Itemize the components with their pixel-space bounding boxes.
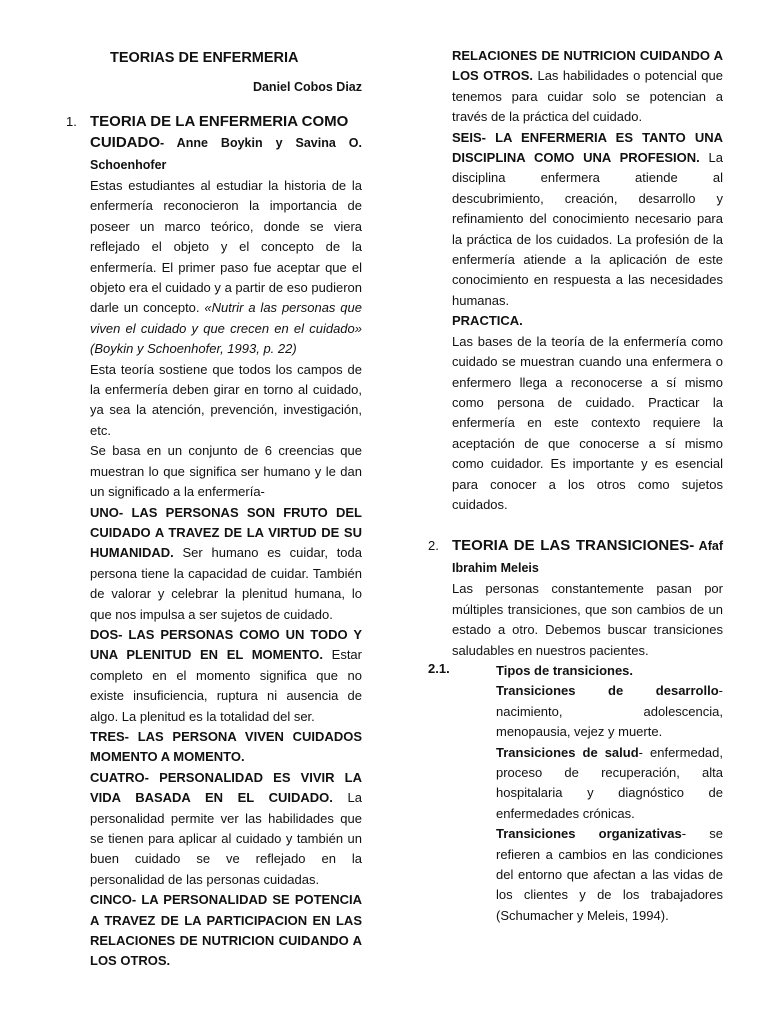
belief-3-head: TRES- LAS PERSONA VIVEN CUIDADOS MOMENTO A MOMENTO. bbox=[90, 728, 362, 765]
section-1-quote: «Nutrir a las personas que viven el cuidado y que crecen en el cuidado» (Boykin y Schoenhofer, 1993, p. 22) bbox=[90, 300, 362, 357]
document-author: Daniel Cobos Diaz bbox=[252, 80, 362, 94]
belief-1-text: Ser humano es cuidar, toda persona tiene la capacidad de cuidar. También de valorar y celebrar la plenitud humana, lo que nos impulsa a ser sujetos de cuidado. bbox=[90, 545, 362, 622]
belief-5-text: Las habilidades o potencial que tenemos para cuidar solo se potencian a través de la práctica del cuidado. bbox=[452, 68, 723, 125]
belief-6-text: La disciplina enfermera atiende al descubrimiento, creación, desarrollo y refinamiento del conocimiento necesario para la práctica de los cuidados. La profesión de la enfermería atiende a la aplicación de este conocimiento en respuesta a las necesidades humanas. bbox=[452, 150, 724, 308]
belief-2-head: DOS- LAS PERSONAS COMO UN TODO Y UNA PLENITUD EN EL MOMENTO. bbox=[90, 626, 362, 663]
practice-text: Las bases de la teoría de la enfermería como cuidado se muestran cuando una enfermera o enfermero llega a reconocerse a sí mismo como persona de cuidado. Practicar la enfermería en este contexto requiere la aceptación de que conocerse a sí mismo como cuidador. Es importante y es esencial para conocer a los otros como sujetos cuidados. bbox=[452, 333, 723, 512]
section-1-authors: - Anne Boykin y Savina O. Schoenhofer bbox=[90, 136, 362, 172]
practice-heading: PRACTICA. bbox=[452, 313, 523, 329]
section-1-number: 1. bbox=[66, 114, 77, 129]
section-1-title-line2: CUIDADO bbox=[90, 134, 160, 151]
document-title: TEORIAS DE ENFERMERIA bbox=[110, 50, 299, 66]
transition-type-health: Transiciones de salud- enfermedad, proceso de recuperación, alta hospitalaria y diagnóstico de enfermedades crónicas. bbox=[496, 744, 724, 821]
belief-1 bbox=[90, 503, 362, 625]
left-column bbox=[66, 111, 362, 969]
belief-2 bbox=[90, 625, 362, 727]
section-1-paragraph bbox=[90, 176, 362, 360]
transition-type-development: Transiciones de desarrollo- nacimiento, adolescencia, menopausia, vejez y muerte. bbox=[496, 683, 723, 740]
section-1-title-line1: TEORIA DE LA ENFERMERIA COMO bbox=[90, 113, 349, 130]
belief-5 bbox=[90, 890, 362, 969]
transition-type-organizational: Transiciones organizativas- se refieren a cambios en las condiciones del entorno que afectan a las vidas de los clientes y de los trabajadores (Schumacher y Meleis, 1994). bbox=[496, 826, 723, 923]
belief-5-head: CINCO- LA PERSONALIDAD SE POTENCIA A TRAVEZ DE LA PARTICIPACION EN LAS RELACIONES DE NUTRICION CUIDANDO A LOS OTROS. bbox=[90, 892, 362, 969]
belief-3 bbox=[90, 727, 362, 768]
belief-1-head: UNO- LAS PERSONAS SON FRUTO DEL CUIDADO A TRAVEZ DE LA VIRTUD DE SU HUMANIDAD. bbox=[90, 504, 362, 561]
section-2-authors: Afaf Ibrahim Meleis bbox=[452, 539, 723, 576]
section-1-para1: Estas estudiantes al estudiar la historia de la enfermería reconocieron la importancia de poseer un marco teórico, donde se viera reflejado el objeto y el concepto de la enfermería. El primer paso fue aceptar que el objeto era el cuidado y a partir de eso pudieron darle un concepto. bbox=[90, 178, 362, 316]
transition-types-list bbox=[452, 681, 723, 926]
section-2-number: 2. bbox=[428, 538, 439, 554]
belief-6 bbox=[452, 128, 723, 312]
belief-6-head: SEIS- LA ENFERMERIA ES TANTO UNA DISCIPLINA COMO UNA PROFESION. bbox=[452, 129, 723, 166]
belief-5-continued: RELACIONES DE NUTRICION CUIDANDO A LOS OTROS. Las habilidades o potencial que tenemos para cuidar solo se potencian a través de la práctica del cuidado. bbox=[452, 48, 723, 125]
belief-4-text: La personalidad permite ver las habilidades que se tienen para aplicar al cuidado y también un buen cuidado se ve reflejado en la personalidad de las personas cuidadas. bbox=[90, 790, 362, 887]
right-column bbox=[428, 46, 724, 926]
belief-4-head: CUATRO- PERSONALIDAD ES VIVIR LA VIDA BASADA EN EL CUIDADO. bbox=[90, 769, 362, 806]
subsection-2-1-number: 2.1. bbox=[428, 660, 450, 676]
section-2-heading bbox=[428, 535, 723, 579]
section-1-para3: Se basa en un conjunto de 6 creencias que muestran lo que significa ser humano y le dan un significado a la enfermería- bbox=[90, 443, 362, 500]
belief-4 bbox=[90, 768, 362, 890]
section-2-para1: Las personas constantemente pasan por múltiples transiciones, que son cambios de un estado a otro. Debemos buscar transiciones saludables en nuestros pacientes. bbox=[452, 581, 723, 658]
subsection-2-1-heading bbox=[428, 660, 723, 681]
section-1-para2: Esta teoría sostiene que todos los campos de la enfermería deben girar en torno al cuidado, ya sea la atención, prevención, investigación, etc. bbox=[90, 361, 362, 438]
subsection-2-1-title: Tipos de transiciones. bbox=[496, 662, 634, 678]
section-2-title: TEORIA DE LAS TRANSICIONES- bbox=[452, 537, 695, 555]
belief-2-text: Estar completo en el momento significa que no existe insuficiencia, ruptura ni ausencia de algo. La plenitud es la totalidad del ser. bbox=[90, 647, 362, 724]
section-1-heading bbox=[66, 111, 362, 176]
